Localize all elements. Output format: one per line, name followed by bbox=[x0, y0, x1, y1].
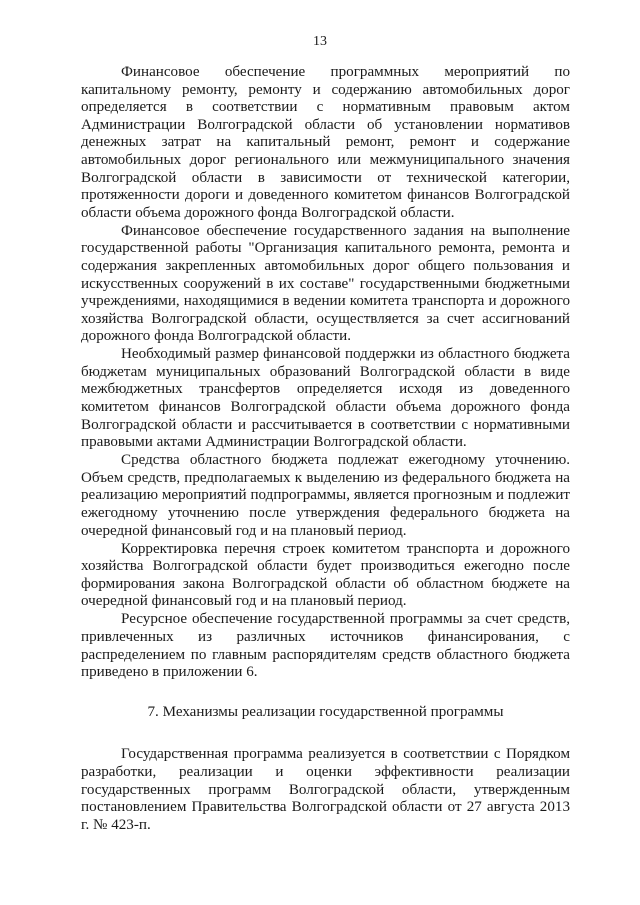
paragraph-resource-provision: Ресурсное обеспечение государственной программы за счет средств, привлеченных из различных источников финансирования, с распределением по главным распорядителям средств областного бюджета приведено в приложении 6. bbox=[81, 611, 570, 681]
paragraph-construction-list-adjustment: Корректировка перечня строек комитетом транспорта и дорожного хозяйства Волгоградской области будет производиться ежегодно после формирования закона Волгоградской области об областном бюджете на очередной финансовый год и на плановый период. bbox=[81, 540, 570, 610]
section-heading: 7. Механизмы реализации государственной программы bbox=[147, 703, 504, 720]
document-body bbox=[81, 64, 570, 835]
paragraph-road-repair-financing: Финансовое обеспечение программных мероприятий по капитальному ремонту, ремонту и содержанию автомобильных дорог определяется в соответствии с нормативным правовым актом Администрации Волгоградской области об установлении нормативов денежных затрат на капитальный ремонт, ремонт и содержание автомобильных дорог регионального или межмуниципального значения Волгоградской области в зависимости от технической категории, протяженности дороги и доведенного комитетом финансов Волгоградской области объема дорожного фонда Волгоградской области. bbox=[81, 64, 570, 221]
paragraph-state-task-financing: Финансовое обеспечение государственного задания на выполнение государственной работы "Организация капитального ремонта, ремонта и содержания закрепленных автомобильных дорог общего пользования и искусственных сооружений в их составе" государственными бюджетными учреждениями, находящимися в ведении комитета транспорта и дорожного хозяйства Волгоградской области, осуществляется за счет ассигнований дорожного фонда Волгоградской области. bbox=[81, 222, 570, 345]
page-number: 13 bbox=[313, 34, 327, 49]
paragraph-budget-refinement: Средства областного бюджета подлежат ежегодному уточнению. Объем средств, предполагаемых к выделению из федерального бюджета на реализацию мероприятий подпрограммы, является прогнозным и подлежит ежегодному уточнению после утверждения федерального бюджета на очередной финансовый год и на плановый период. bbox=[81, 452, 570, 539]
paragraph-program-implementation: Государственная программа реализуется в соответствии с Порядком разработки, реализации и оценки эффективности реализации государственных программ Волгоградской области, утвержденным постановлением Правительства Волгоградской области от 27 августа 2013 г. № 423-п. bbox=[81, 746, 570, 833]
paragraph-municipal-support: Необходимый размер финансовой поддержки из областного бюджета бюджетам муниципальных образований Волгоградской области в виде межбюджетных трансфертов определяется исходя из доведенного комитетом финансов Волгоградской области объема дорожного фонда Волгоградской области и рассчитывается в соответствии с нормативными правовыми актами Администрации Волгоградской области. bbox=[81, 346, 570, 451]
